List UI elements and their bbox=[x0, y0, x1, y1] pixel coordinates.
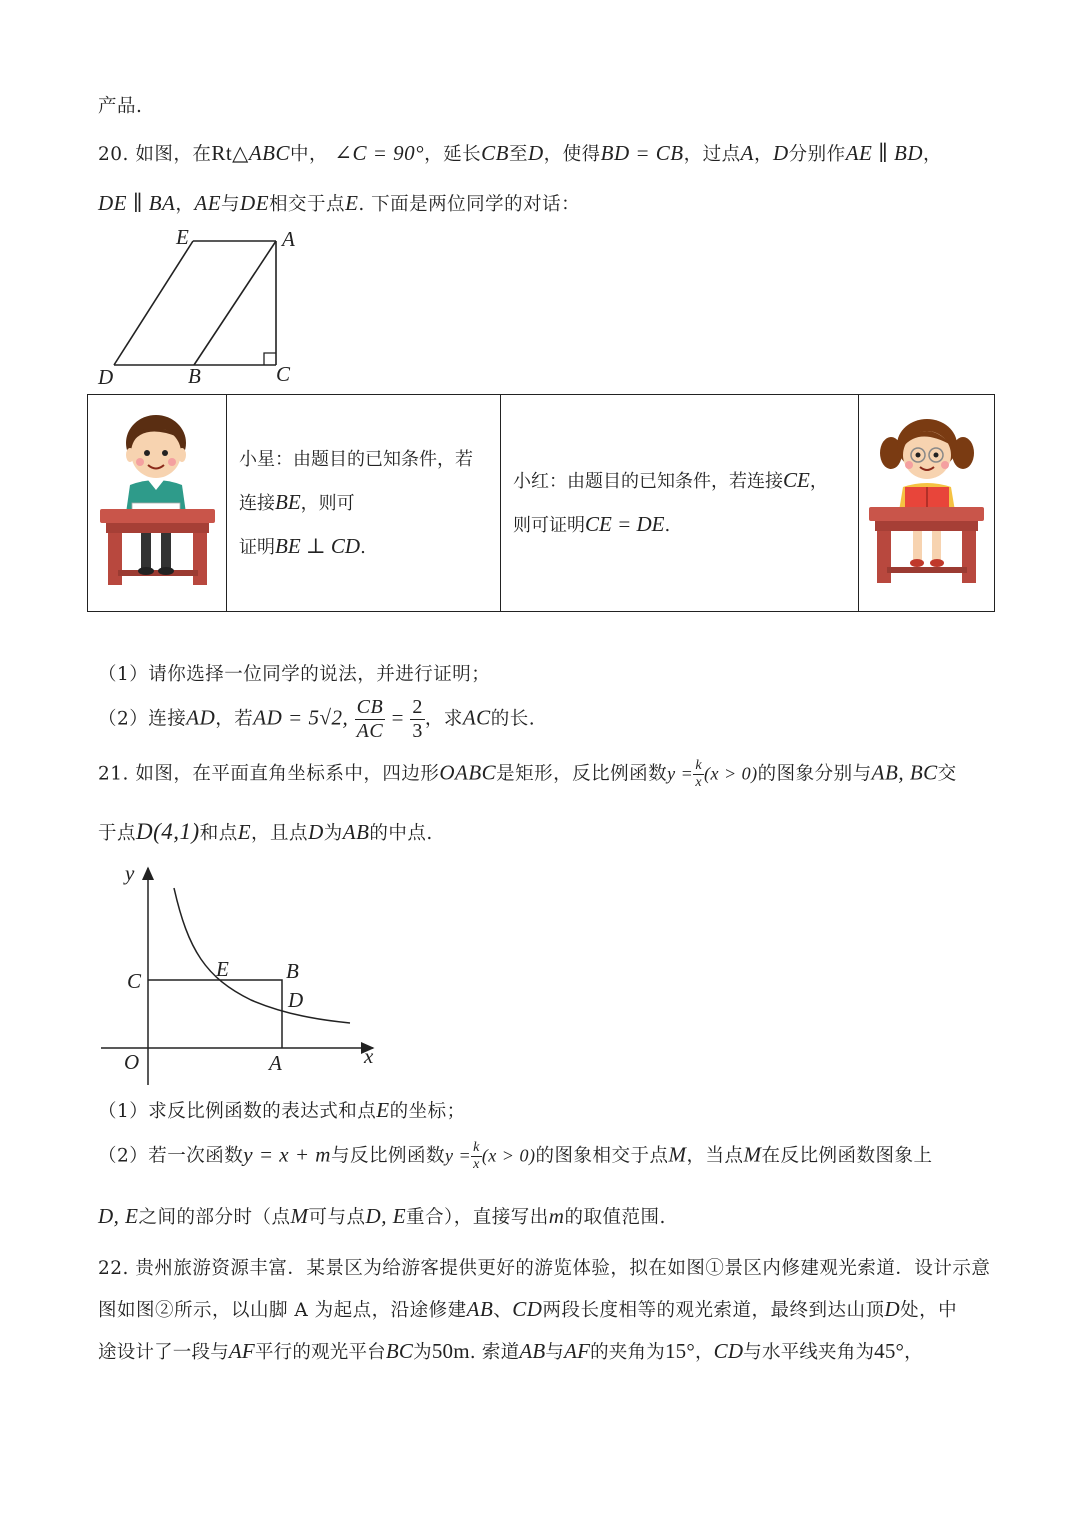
label-c: C bbox=[276, 362, 291, 386]
q21-figure bbox=[96, 860, 386, 1090]
fraction-cb-ac: $\frac{CB}{AC}$ bbox=[356, 696, 384, 742]
q20-part-2: （2）连接AD，若AD = 5√2, $\frac{CB}{AC}$ = $\frac{2}{3}$ ，求AC的长. bbox=[98, 696, 536, 742]
q20-line-2: DE ∥ BA，AE与DE相交于点E. 下面是两位同学的对话： bbox=[98, 191, 581, 215]
q21-line-1: 21. 如图，在平面直角坐标系中，四边形OABC是矩形，反比例函数y = $\frac{k}{x}$ (x > 0)的图象分别与AB, BC交 bbox=[98, 758, 957, 791]
q22-line-2: 图如图②所示，以山脚 A 为起点，沿途修建AB、CD两段长度相等的观光索道，最终到达山顶D处，中 bbox=[98, 1297, 958, 1321]
label-d: D bbox=[288, 988, 304, 1012]
intro-text: 产品. bbox=[98, 96, 143, 117]
label-b: B bbox=[188, 364, 201, 388]
boy-cell bbox=[88, 395, 227, 612]
label-a: A bbox=[269, 1051, 282, 1075]
label-y: y bbox=[125, 861, 135, 885]
q21-part-2-cont: D, E之间的部分时（点M可与点D, E重合），直接写出m的取值范围. bbox=[98, 1204, 666, 1228]
boy-dialogue-cell bbox=[227, 395, 501, 612]
label-d: D bbox=[98, 365, 114, 389]
q22-line-3: 途设计了一段与AF平行的观光平台BC为50m. 索道AB与AF的夹角为15°，CD与水平线夹角为45°， bbox=[98, 1339, 923, 1363]
girl-cell bbox=[859, 395, 995, 612]
q22-line-1: 22. 贵州旅游资源丰富．某景区为给游客提供更好的游览体验，拟在如图①景区内修建观光索道．设计示意 bbox=[98, 1258, 991, 1279]
hyperbola-curve bbox=[174, 888, 350, 1023]
girl-dialogue: 小红：由题目的已知条件，若连接CE， 则可证明CE = DE. bbox=[513, 468, 828, 536]
rectangle-oabc bbox=[148, 980, 282, 1048]
q21-part-1: （1）求反比例函数的表达式和点E的坐标； bbox=[98, 1098, 466, 1122]
girl-student-illustration bbox=[859, 395, 995, 607]
boy-student-illustration bbox=[88, 395, 227, 607]
fraction-k-x: $\frac{k}{x}$ bbox=[695, 758, 703, 791]
q20-figure bbox=[90, 222, 320, 392]
right-angle-mark bbox=[264, 353, 276, 365]
segment-ab bbox=[194, 241, 276, 365]
fraction-k-x-2: $\frac{k}{x}$ bbox=[473, 1140, 480, 1173]
q21-line-2: 于点D(4,1)和点E，且点D为AB的中点. bbox=[98, 819, 433, 844]
label-a: A bbox=[282, 227, 295, 251]
label-e: E bbox=[216, 957, 229, 981]
dialogue-table bbox=[87, 394, 995, 612]
label-x: x bbox=[364, 1044, 374, 1068]
q20-line-1: 20. 如图，在Rt△ABC中， ∠C = 90°，延长CB至D，使得BD = CB，过点A，D分别作AE ∥ BD， bbox=[98, 141, 943, 165]
q21-part-2: （2）若一次函数y = x + m与反比例函数y = $\frac{k}{x}$ (x > 0)的图象相交于点M，当点M在反比例函数图象上 bbox=[98, 1140, 933, 1173]
segment-ed bbox=[114, 241, 193, 365]
label-b: B bbox=[286, 959, 299, 983]
fraction-two-thirds: $\frac{2}{3}$ bbox=[412, 696, 423, 742]
q20-part-1: （1）请你选择一位同学的说法，并进行证明； bbox=[98, 664, 491, 685]
label-c: C bbox=[127, 969, 142, 993]
label-o: O bbox=[124, 1050, 140, 1074]
boy-dialogue: 小星：由题目的已知条件，若 连接BE，则可 证明BE ⊥ CD. bbox=[239, 448, 473, 558]
label-e: E bbox=[176, 225, 189, 249]
girl-dialogue-cell bbox=[501, 395, 859, 612]
